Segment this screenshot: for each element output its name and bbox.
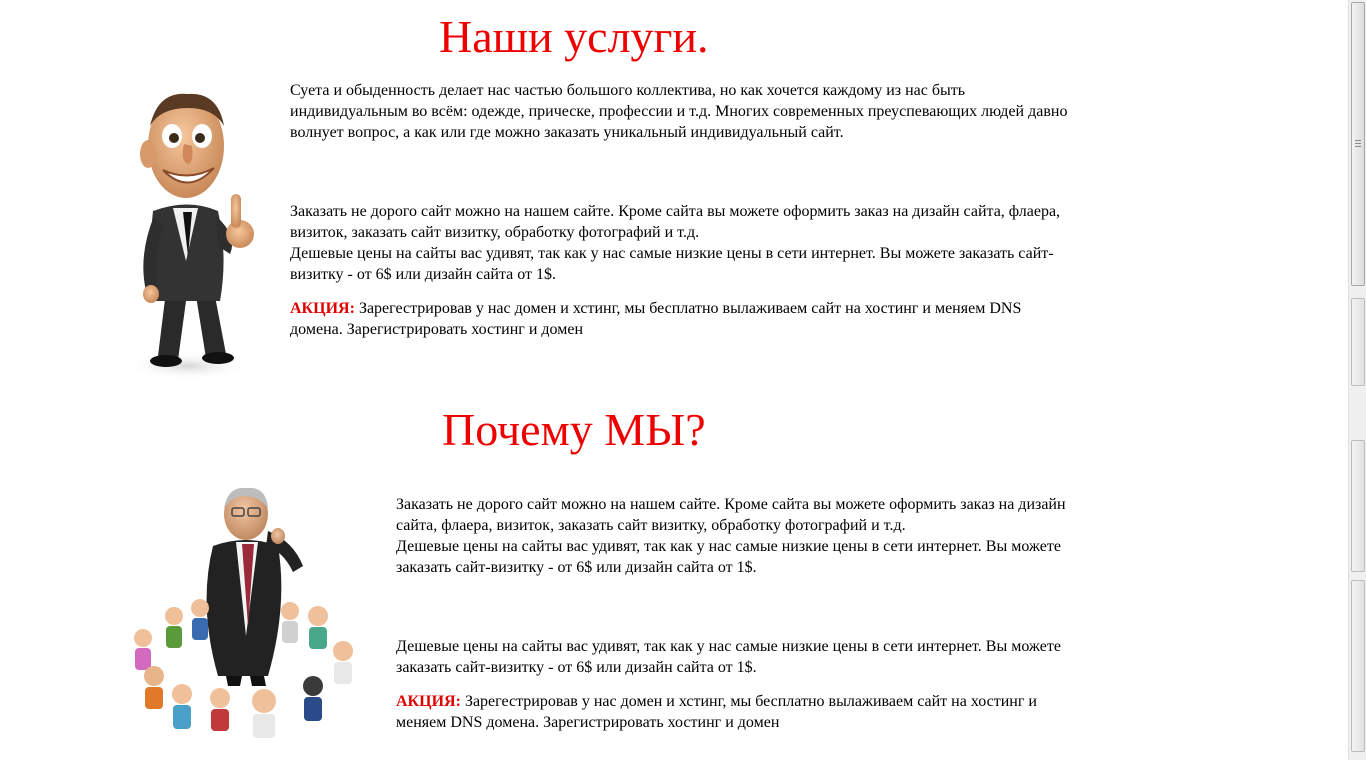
vertical-scrollbar[interactable]	[1348, 0, 1366, 760]
services-paragraph-1: Суета и обыденность делает нас частью большого коллектива, но как хочется каждому из нас быть индивидуальным во всём: одежде, прическе, профессии и т.д. Многих современных преуспевающих людей давно волнует вопрос, а как или где можно заказать уникальный индивидуальный сайт.	[290, 82, 1068, 141]
promo-text: Зарегестрировав у нас домен и хстинг, мы бесплатно вылаживаем сайт на хостинг и меняем DNS домена. Зарегистрировать хостинг и домен	[290, 300, 1022, 338]
why-us-paragraph-1: Заказать не дорого сайт можно на нашем сайте. Кроме сайта вы можете оформить заказ на дизайн сайта, флаера, визиток, заказать сайт визитку, обработку фотографий и т.д.	[396, 496, 1066, 534]
why-us-text-2	[396, 636, 1076, 733]
scrollbar-thumb-secondary[interactable]	[1351, 298, 1365, 386]
services-paragraph-2: Заказать не дорого сайт можно на нашем сайте. Кроме сайта вы можете оформить заказ на дизайн сайта, флаера, визиток, заказать сайт визитку, обработку фотографий и т.д.	[290, 203, 1061, 241]
promo-label-2: АКЦИЯ:	[396, 693, 461, 710]
scrollbar-thumb[interactable]	[1351, 2, 1365, 286]
services-paragraph-3: Дешевые цены на сайты вас удивят, так как у нас самые низкие цены в сети интернет. Вы можете заказать сайт-визитку - от 6$ или дизайн сайта от 1$.	[290, 245, 1054, 283]
businessman-with-crowd-icon	[118, 486, 363, 748]
services-heading: Наши услуги.	[439, 11, 709, 62]
services-order-text	[290, 201, 1075, 340]
why-us-promo	[396, 691, 1076, 733]
why-us-text	[396, 494, 1076, 578]
why-us-paragraph-3: Дешевые цены на сайты вас удивят, так как у нас самые низкие цены в сети интернет. Вы можете заказать сайт-визитку - от 6$ или дизайн сайта от 1$.	[396, 638, 1061, 676]
services-promo	[290, 298, 1075, 340]
scrollbar-thumb-tertiary[interactable]	[1351, 440, 1365, 572]
cartoon-businessman-thumbs-up-icon	[118, 86, 263, 381]
why-us-heading: Почему МЫ?	[442, 404, 706, 455]
promo-text-2: Зарегестрировав у нас домен и хстинг, мы бесплатно вылаживаем сайт на хостинг и меняем DNS домена. Зарегистрировать хостинг и домен	[396, 693, 1037, 731]
promo-label: АКЦИЯ:	[290, 300, 355, 317]
services-intro-text	[290, 80, 1075, 143]
scrollbar-thumb-lower[interactable]	[1351, 580, 1365, 752]
why-us-paragraph-2: Дешевые цены на сайты вас удивят, так как у нас самые низкие цены в сети интернет. Вы можете заказать сайт-визитку - от 6$ или дизайн сайта от 1$.	[396, 538, 1061, 576]
